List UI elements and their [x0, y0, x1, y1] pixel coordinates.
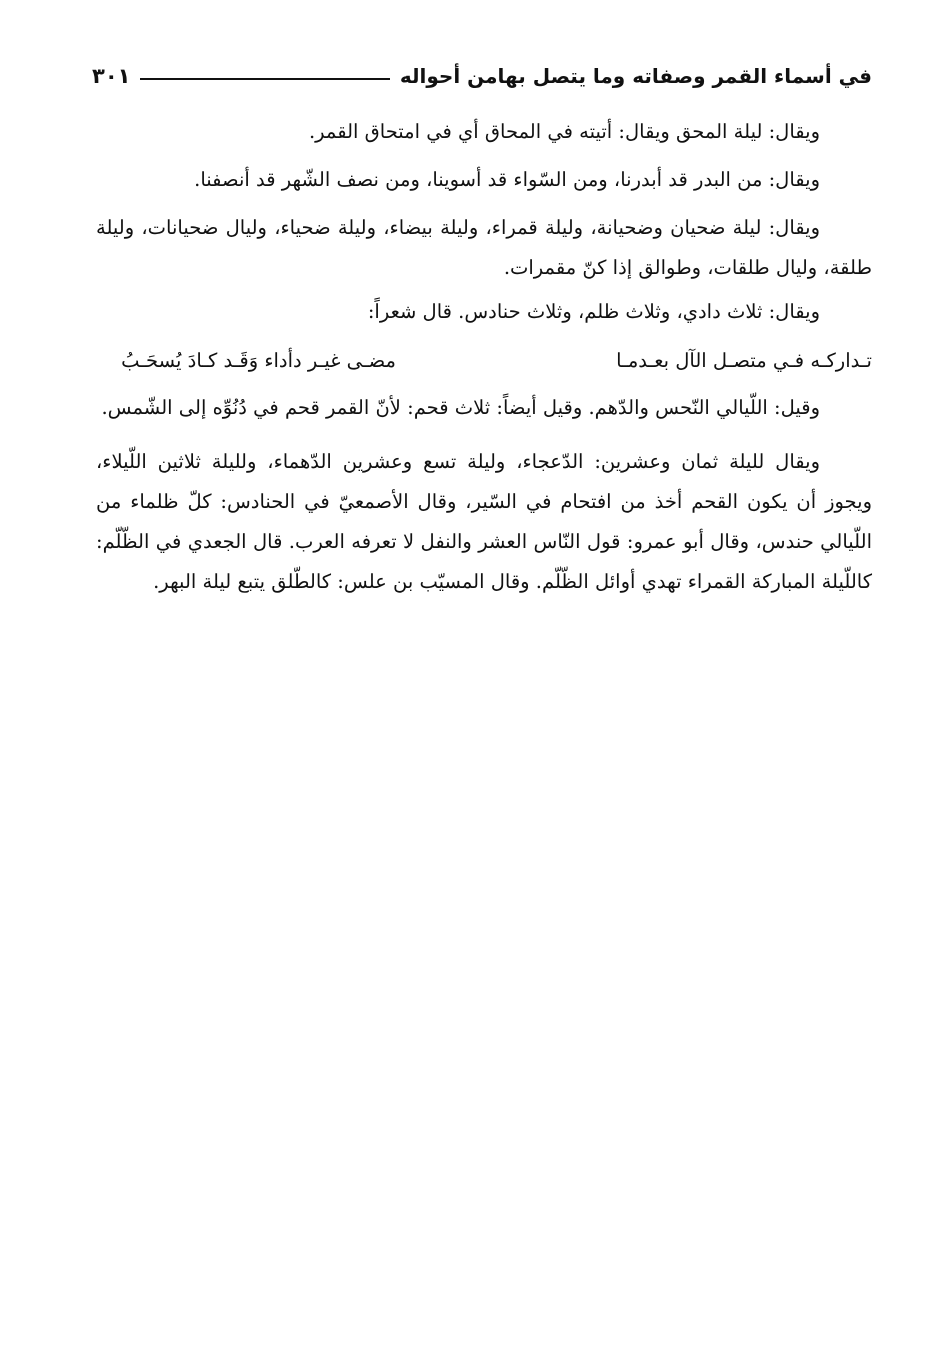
- paragraph-2: ويقال: من البدر قد أبدرنا، ومن السّواء قد أسوينا، ومن نصف الشّهر قد أنصفنا.: [194, 168, 820, 191]
- paragraph-1: ويقال: ليلة المحق ويقال: أتيته في المحاق أي في امتحاق القمر.: [308, 120, 820, 143]
- running-header-title: في أسماء القمر وصفاته وما يتصل بهامن أحواله: [399, 64, 872, 88]
- verse-second-hemistich: مضـى غيـر دأداء وَقَـد كـادَ يُسحَـبُ: [121, 349, 396, 372]
- running-header: [92, 58, 872, 94]
- poem-verse: [96, 340, 872, 382]
- paragraph-5: وقيل: اللّيالي النّحس والدّهم. وقيل أيضاً: ثلاث قحم: لأنّ القمر قحم في دُنُوِّه إلى الشّمس.: [101, 396, 820, 419]
- body-text: [96, 112, 872, 610]
- page-number: ٣٠١: [92, 64, 131, 88]
- header-rule: [140, 78, 389, 80]
- paragraph-4: ويقال: ثلاث دادي، وثلاث ظلم، وثلاث حنادس. قال شعراً:: [367, 300, 820, 323]
- paragraph-6: ويقال لليلة ثمان وعشرين: الدّعجاء، وليلة تسع وعشرين الدّهماء، ولليلة ثلاثين اللّيلاء، ويجوز أن يكون القحم أخذ من افتحام في السّير، وقال الأصمعيّ في الحنادس: كلّ ظلماء من اللّيالي حندس، وقال أبو عمرو: قول النّاس العشر والنفل لا تعرفه العرب. قال الجعدي في الظّلّم: كاللّيلة المباركة القمراء تهدي أوائل الظّلّم. وقال المسيّب بن علس: كالطّلق يتبع ليلة البهر.: [96, 450, 872, 593]
- verse-first-hemistich: تـداركـه فـي متصـل الآل بعـدمـا: [616, 349, 872, 372]
- paragraph-3: ويقال: ليلة ضحيان وضحيانة، وليلة قمراء، وليلة بيضاء، وليلة ضحياء، وليال ضحيانات، وليلة طلقة، وليال طلقات، وطوالق إذا كنّ مقمرات.: [96, 216, 872, 279]
